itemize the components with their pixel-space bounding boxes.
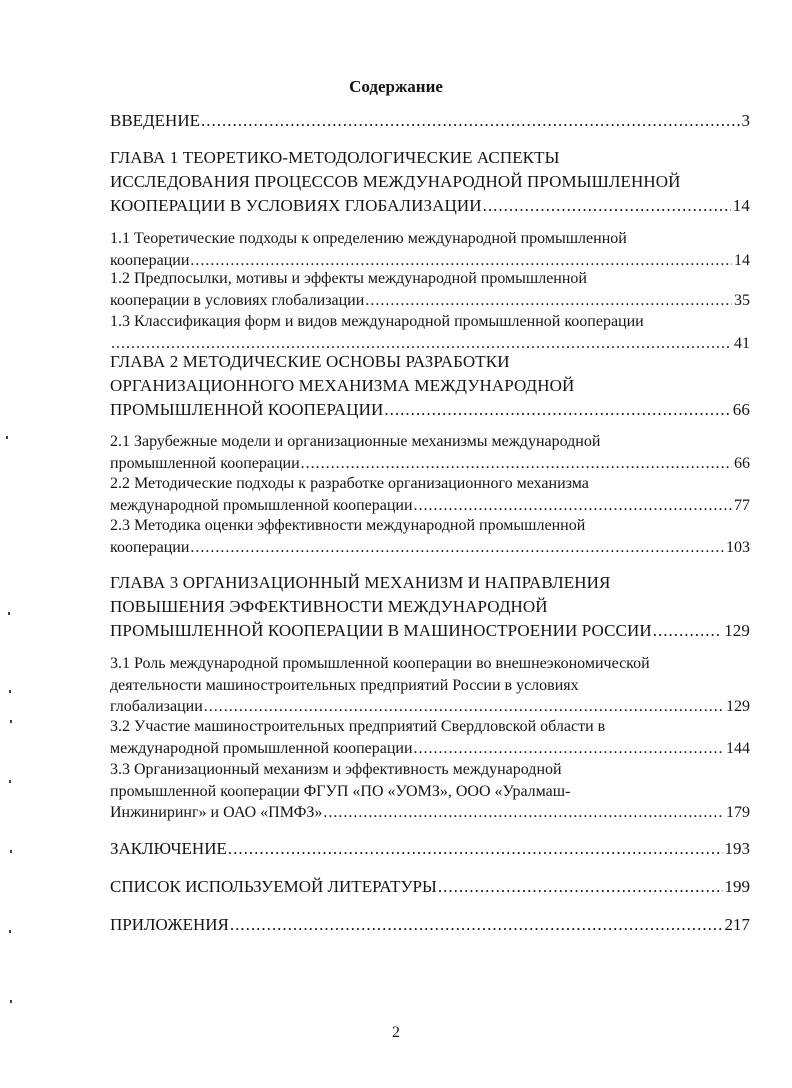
entry-line: 1.1 Теоретические подходы к определению международной промышленной: [110, 230, 627, 247]
entry-line: промышленной кооперации ФГУП «ПО «УОМЗ», ООО «Уралмаш-: [110, 782, 571, 800]
dot-leader: [204, 696, 724, 718]
dot-leader: [414, 495, 732, 517]
dot-leader: [323, 802, 724, 824]
entry-page: 35: [734, 291, 750, 309]
toc-entry-section-1-2[interactable]: [110, 268, 750, 311]
entry-line: 3.3 Организационный механизм и эффективность международной: [110, 761, 562, 778]
scan-speck: [9, 690, 11, 693]
entry-line: 2.1 Зарубежные модели и организационные механизмы международной: [110, 433, 601, 450]
entry-page: 77: [734, 496, 750, 514]
scan-speck: [10, 850, 12, 853]
entry-line: 2.2 Методические подходы к разработке организационного механизма: [110, 475, 589, 492]
entry-line: ГЛАВА 1 ТЕОРЕТИКО-МЕТОДОЛОГИЧЕСКИЕ АСПЕКТЫ: [110, 148, 560, 167]
dot-leader: [190, 537, 724, 559]
toc-entry-chapter-3[interactable]: [110, 571, 750, 643]
entry-text: кооперации: [110, 538, 190, 556]
entry-text: ПРОМЫШЛЕННОЙ КООПЕРАЦИИ: [110, 400, 384, 419]
entry-line: 1.3 Классификация форм и видов международной промышленной кооперации: [110, 313, 644, 330]
toc-entry-section-3-3[interactable]: [110, 759, 750, 824]
entry-page: 179: [726, 804, 750, 821]
toc-entry-section-1-3[interactable]: [110, 311, 750, 354]
scan-speck: [9, 780, 11, 783]
entry-text: СПИСОК ИСПОЛЬЗУЕМОЙ ЛИТЕРАТУРЫ: [110, 877, 437, 896]
toc-entry-chapter-2[interactable]: [110, 350, 750, 422]
dot-leader: [228, 838, 723, 860]
dot-leader: [414, 738, 724, 760]
toc-entry-references[interactable]: [110, 876, 750, 898]
dot-leader: [365, 290, 732, 312]
entry-text: кооперации в условиях глобализации: [110, 291, 365, 309]
entry-text: ПРОМЫШЛЕННОЙ КООПЕРАЦИИ В МАШИНОСТРОЕНИИ РОССИИ: [110, 621, 652, 640]
entry-text: кооперации: [110, 251, 190, 269]
dot-leader: [483, 194, 731, 218]
entry-page: 66: [734, 454, 750, 472]
toc-entry-section-2-2[interactable]: [110, 473, 750, 516]
entry-line: 2.3 Методика оценки эффективности международной промышленной: [110, 517, 586, 534]
dot-leader: [384, 398, 730, 422]
toc-entry-chapter-1[interactable]: [110, 146, 750, 218]
toc-entry-section-2-1[interactable]: [110, 431, 750, 474]
toc-entry-section-1-1[interactable]: [110, 228, 750, 271]
entry-text: международной промышленной кооперации: [110, 496, 413, 514]
scan-speck: [6, 436, 8, 439]
scan-speck: [9, 930, 11, 933]
toc-entry-section-2-3[interactable]: [110, 515, 750, 558]
entry-text: промышленной кооперации: [110, 454, 300, 472]
page-number: 2: [392, 1024, 400, 1041]
entry-page: 14: [732, 196, 750, 215]
entry-text: международной промышленной кооперации: [110, 739, 413, 757]
entry-text: глобализации: [110, 698, 203, 715]
toc-entry-conclusion[interactable]: [110, 838, 750, 860]
entry-page: 41: [734, 334, 750, 352]
toc-entry-introduction[interactable]: [110, 110, 750, 132]
entry-text: КООПЕРАЦИИ В УСЛОВИЯХ ГЛОБАЛИЗАЦИИ: [110, 196, 482, 215]
entry-page: 3: [741, 111, 750, 130]
entry-line: ПОВЫШЕНИЯ ЭФФЕКТИВНОСТИ МЕЖДУНАРОДНОЙ: [110, 597, 548, 616]
entry-page: 193: [724, 839, 750, 858]
toc-entry-section-3-1[interactable]: [110, 653, 750, 718]
dot-leader: [653, 619, 722, 643]
entry-line: 1.2 Предпосылки, мотивы и эффекты международной промышленной: [110, 270, 587, 287]
scan-speck: [8, 612, 10, 615]
entry-line: ОРГАНИЗАЦИОННОГО МЕХАНИЗМА МЕЖДУНАРОДНОЙ: [110, 376, 575, 395]
entry-text: ПРИЛОЖЕНИЯ: [110, 915, 229, 934]
entry-line: ГЛАВА 2 МЕТОДИЧЕСКИЕ ОСНОВЫ РАЗРАБОТКИ: [110, 352, 510, 371]
toc-entry-section-3-2[interactable]: [110, 716, 750, 759]
entry-page: 66: [732, 400, 750, 419]
entry-line: деятельности машиностроительных предприятий России в условиях: [110, 676, 579, 694]
dot-leader: [230, 914, 723, 936]
dot-leader: [201, 110, 740, 132]
entry-line: 3.1 Роль международной промышленной кооперации во внешнеэкономической: [110, 655, 650, 672]
entry-page: 199: [724, 877, 750, 896]
entry-text: ЗАКЛЮЧЕНИЕ: [110, 839, 227, 858]
entry-line: ГЛАВА 3 ОРГАНИЗАЦИОННЫЙ МЕХАНИЗМ И НАПРАВЛЕНИЯ: [110, 573, 611, 592]
toc-title: Содержание: [349, 77, 443, 96]
entry-page: 103: [726, 538, 750, 556]
toc-entry-appendices[interactable]: [110, 914, 750, 936]
entry-page: 129: [724, 621, 750, 640]
dot-leader: [301, 453, 732, 475]
entry-line: 3.2 Участие машиностроительных предприятий Свердловской области в: [110, 718, 606, 735]
scan-speck: [10, 1000, 12, 1003]
entry-text: ВВЕДЕНИЕ: [110, 111, 200, 130]
scan-speck: [10, 720, 12, 723]
entry-page: 14: [734, 251, 750, 269]
dot-leader: [438, 876, 723, 898]
entry-page: 129: [726, 698, 750, 715]
entry-text: Инжиниринг» и ОАО «ПМФЗ»: [110, 804, 323, 821]
entry-page: 144: [726, 739, 750, 757]
entry-page: 217: [724, 915, 750, 934]
entry-line: ИССЛЕДОВАНИЯ ПРОЦЕССОВ МЕЖДУНАРОДНОЙ ПРОМЫШЛЕННОЙ: [110, 172, 681, 191]
